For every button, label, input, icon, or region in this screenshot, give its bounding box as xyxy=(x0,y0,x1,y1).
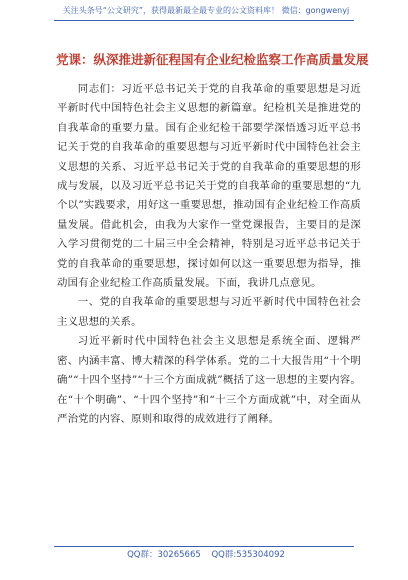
footer-qq-group-1: QQ群：30265665 xyxy=(127,550,201,560)
header-divider xyxy=(54,20,354,21)
footer-qq-group-2: QQ群:535304092 xyxy=(211,550,285,560)
paragraph: 一、党的自我革命的重要思想与习近平新时代中国特色社会主义思想的关系。 xyxy=(57,296,361,328)
header-banner: 关注头条号“公文研究”，获得最新最全最专业的公文资料库！ 微信：gongwenyj xyxy=(62,6,350,15)
paragraph: 习近平新时代中国特色社会主义思想是系统全面、逻辑严密、内涵丰富、博大精深的科学体系。党的二十大报告用“十个明确”“十四个坚持”“十三个方面成就”概括了这一思想的主要内容。在“十个明确”、“十四个坚持”和“十三个方面成就”中，对全面从严治党的内容、原则和取得的成效进行了阐释。 xyxy=(57,335,361,425)
document-body xyxy=(57,80,361,429)
footer xyxy=(56,549,356,561)
paragraph: 同志们：习近平总书记关于党的自我革命的重要思想是习近平新时代中国特色社会主义思想的新篇章。纪检机关是推进党的自我革命的重要力量。国有企业纪检干部要学深悟透习近平总书记关于党的自我革命的重要思想与习近平新时代中国特色社会主义思想的关系、习近平总书记关于党的自我革命的重要思想的形成与发展，以及习近平总书记关于党的自我革命的重要思想的“九个以”实践要求，用好这一重要思想，推动国有企业纪检工作高质量发展。借此机会，由我为大家作一堂党课报告，主要目的是深入学习贯彻党的二十届三中全会精神，特别是习近平总书记关于党的自我革命的重要思想，探讨如何以这一重要思想为指导，推动国有企业纪检工作高质量发展。下面，我讲几点意见。 xyxy=(57,83,361,290)
document-title: 党课：纵深推进新征程国有企业纪检监察工作高质量发展 xyxy=(56,52,369,67)
footer-divider xyxy=(54,546,354,547)
